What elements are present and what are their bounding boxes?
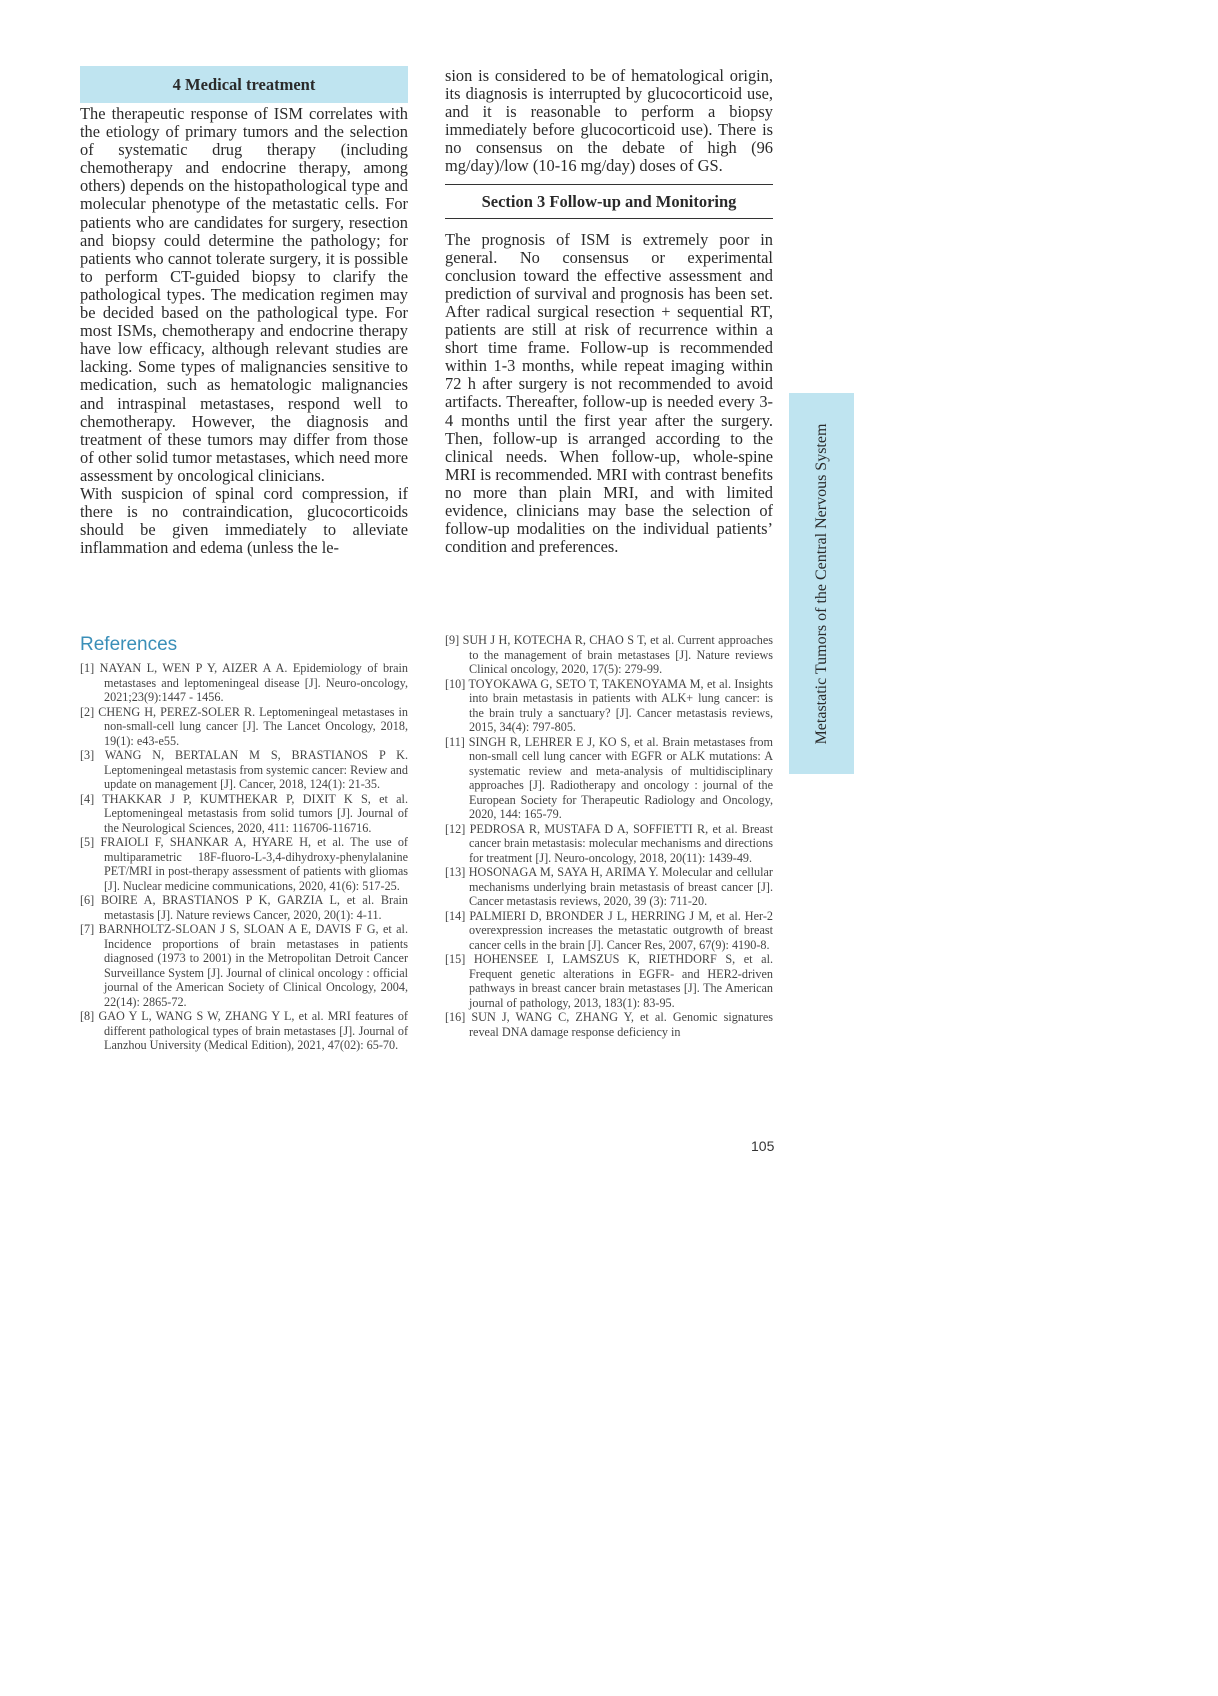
- reference-list-right: [445, 633, 773, 1039]
- reference-item: [15] HOHENSEE I, LAMSZUS K, RIETHDORF S, et al. Frequent genetic alterations in EGFR- and HER2-driven pathways in breast cancer brain metastases [J]. The American journal of pathology, 2013, 183(1): 83-95.: [445, 952, 773, 1010]
- left-column: [80, 66, 408, 557]
- section-heading-follow-up: Section 3 Follow-up and Monitoring: [445, 184, 773, 219]
- side-tab-label: Metastatic Tumors of the Central Nervous System: [812, 423, 830, 744]
- reference-item: [6] BOIRE A, BRASTIANOS P K, GARZIA L, et al. Brain metastasis [J]. Nature reviews Cancer, 2020, 20(1): 4-11.: [80, 893, 408, 922]
- reference-item: [4] THAKKAR J P, KUMTHEKAR P, DIXIT K S, et al. Leptomeningeal metastasis from solid tumors [J]. Journal of the Neurological Sciences, 2020, 411: 116706-116716.: [80, 791, 408, 835]
- reference-item: [12] PEDROSA R, MUSTAFA D A, SOFFIETTI R, et al. Breast cancer brain metastasis: molecular mechanisms and directions for treatment [J]. Neuro-oncology, 2018, 20(11): 1439-49.: [445, 821, 773, 865]
- chapter-side-tab: [789, 393, 854, 774]
- reference-item: [7] BARNHOLTZ-SLOAN J S, SLOAN A E, DAVIS F G, et al. Incidence proportions of brain metastases in patients diagnosed (1973 to 2001) in the Metropolitan Detroit Cancer Surveillance System [J]. Journal of clinical oncology : official journal of the American Society of Clinical Oncology, 2004, 22(14): 2865-72.: [80, 922, 408, 1009]
- reference-item: [16] SUN J, WANG C, ZHANG Y, et al. Genomic signatures reveal DNA damage response deficiency in: [445, 1010, 773, 1039]
- reference-item: [10] TOYOKAWA G, SETO T, TAKENOYAMA M, et al. Insights into brain metastasis in patients with ALK+ lung cancer: is the brain truly a sanctuary? [J]. Cancer metastasis reviews, 2015, 34(4): 797-805.: [445, 676, 773, 734]
- reference-list-left: [80, 661, 408, 1053]
- reference-item: [13] HOSONAGA M, SAYA H, ARIMA Y. Molecular and cellular mechanisms underlying brain metastasis of breast cancer [J]. Cancer metastasis reviews, 2020, 39 (3): 711-20.: [445, 865, 773, 908]
- right-column: [445, 66, 773, 556]
- reference-item: [14] PALMIERI D, BRONDER J L, HERRING J M, et al. Her-2 overexpression increases the metastatic outgrowth of breast cancer cells in the brain [J]. Cancer Res, 2007, 67(9): 4190-8.: [445, 908, 773, 952]
- reference-item: [1] NAYAN L, WEN P Y, AIZER A A. Epidemiology of brain metastases and leptomeningeal disease [J]. Neuro-oncology, 2021;23(9):1447 - 1456.: [80, 661, 408, 704]
- paragraph: With suspicion of spinal cord compression, if there is no contraindication, glucocorticoids should be given immediately to alleviate inflammation and edema (unless the le-: [80, 483, 408, 558]
- reference-item: [8] GAO Y L, WANG S W, ZHANG Y L, et al. MRI features of different pathological types of brain metastases [J]. Journal of Lanzhou University (Medical Edition), 2021, 47(02): 65-70.: [80, 1009, 408, 1052]
- paragraph: The therapeutic response of ISM correlates with the etiology of primary tumors and the selection of systematic drug therapy (including chemotherapy and endocrine therapy, among others) depends on the histopathological type and molecular phenotype of the metastatic cells. For patients who are candidates for surgery, resection and biopsy could determine the pathology; for patients who cannot tolerate surgery, it is possible to perform CT-guided biopsy to clarify the pathological types. The medication regimen may be decided based on the pathological type. For most ISMs, chemotherapy and endocrine therapy have low efficacy, although relevant studies are lacking. Some types of malignancies sensitive to medication, such as hematologic malignancies and intraspinal metastases, respond well to chemotherapy. However, the diagnosis and treatment of these tumors may differ from those of other solid tumor metastases, which need more assessment by oncological clinicians.: [80, 104, 408, 485]
- reference-item: [2] CHENG H, PEREZ-SOLER R. Leptomeningeal metastases in non-small-cell lung cancer [J]. The Lancet Oncology, 2018, 19(1): e43-e55.: [80, 704, 408, 748]
- paragraph-continuation: sion is considered to be of hematological origin, its diagnosis is interrupted by glucocorticoid use, and it is reasonable to perform a biopsy immediately before glucocorticoid use). There is no consensus on the debate of high (96 mg/day)/low (10-16 mg/day) doses of GS.: [445, 66, 773, 176]
- page-number: 105: [751, 1138, 775, 1154]
- reference-item: [5] FRAIOLI F, SHANKAR A, HYARE H, et al. The use of multiparametric 18F-fluoro-L-3,4-dihydroxy-phenylalanine PET/MRI in post-therapy assessment of patients with gliomas [J]. Nuclear medicine communications, 2020, 41(6): 517-25.: [80, 835, 408, 893]
- reference-item: [3] WANG N, BERTALAN M S, BRASTIANOS P K. Leptomeningeal metastasis from systemic cancer: Review and update on management [J]. Cancer, 2018, 124(1): 21-35.: [80, 748, 408, 791]
- paragraph: The prognosis of ISM is extremely poor in general. No consensus or experimental conclusion toward the effective assessment and prediction of survival and prognosis has been set. After radical surgical resection + sequential RT, patients are still at risk of recurrence within a short time frame. Follow-up is recommended within 1-3 months, while repeat imaging within 72 h after surgery is not recommended to avoid artifacts. Thereafter, follow-up is needed every 3-4 months until the first year after the surgery. Then, follow-up is arranged according to the clinical needs. When follow-up, whole-spine MRI is recommended. MRI with contrast benefits no more than plain MRI, and with limited evidence, clinicians may base the selection of follow-up modalities on the individual patients’ condition and preferences.: [445, 229, 773, 557]
- references-heading: References: [80, 634, 178, 655]
- reference-item: [9] SUH J H, KOTECHA R, CHAO S T, et al. Current approaches to the management of brain metastases [J]. Nature reviews Clinical oncology, 2020, 17(5): 279-99.: [445, 633, 773, 676]
- section-heading-medical-treatment: 4 Medical treatment: [80, 66, 408, 103]
- reference-item: [11] SINGH R, LEHRER E J, KO S, et al. Brain metastases from non-small cell lung cancer with EGFR or ALK mutations: A systematic review and meta-analysis of multidisciplinary approaches [J]. Radiotherapy and oncology : journal of the European Society for Therapeutic Radiology and Oncology, 2020, 144: 165-79.: [445, 734, 773, 821]
